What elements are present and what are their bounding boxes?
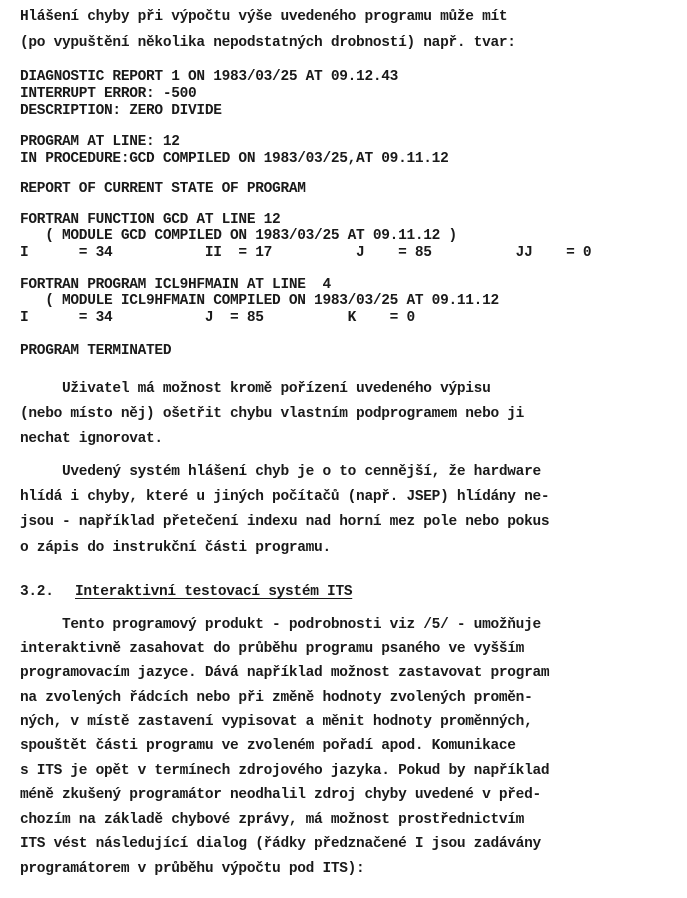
paragraph-line: ITS vést následující dialog (řádky předznačené I jsou zadávány (20, 836, 541, 852)
function-block-line: I = 34 II = 17 J = 85 JJ = 0 (20, 245, 592, 261)
paragraph-line: Uživatel má možnost kromě pořízení uvedeného výpisu (20, 381, 491, 397)
report-header-line: DESCRIPTION: ZERO DIVIDE (20, 103, 222, 119)
program-at-line: IN PROCEDURE:GCD COMPILED ON 1983/03/25,AT 09.11.12 (20, 151, 449, 167)
program-at-line: PROGRAM AT LINE: 12 (20, 134, 180, 150)
intro-line: (po vypuštění několika nepodstatných drobností) např. tvar: (20, 35, 516, 51)
program-block-line: ( MODULE ICL9HFMAIN COMPILED ON 1983/03/25 AT 09.11.12 (20, 293, 499, 309)
program-terminated: PROGRAM TERMINATED (20, 343, 172, 359)
intro-line: Hlášení chyby při výpočtu výše uvedeného programu může mít (20, 9, 508, 25)
report-state-title: REPORT OF CURRENT STATE OF PROGRAM (20, 181, 306, 197)
paragraph-line: o zápis do instrukční části programu. (20, 540, 331, 556)
program-block-line: FORTRAN PROGRAM ICL9HFMAIN AT LINE 4 (20, 277, 331, 293)
paragraph-line: spouštět části programu ve zvoleném pořadí apod. Komunikace (20, 738, 516, 754)
paragraph-line: na zvolených řádcích nebo při změně hodnoty zvolených proměn- (20, 690, 533, 706)
paragraph-line: interaktivně zasahovat do průběhu programu psaného ve vyšším (20, 641, 525, 657)
program-block-line: I = 34 J = 85 K = 0 (20, 310, 415, 326)
paragraph-line: programátorem v průběhu výpočtu pod ITS): (20, 861, 365, 877)
paragraph-line: hlídá i chyby, které u jiných počítačů (např. JSEP) hlídány ne- (20, 489, 550, 505)
report-header-line: INTERRUPT ERROR: -500 (20, 86, 197, 102)
paragraph-line: ných, v místě zastavení vypisovat a měnit hodnoty proměnných, (20, 714, 533, 730)
paragraph-line: chozím na základě chybové zprávy, má možnost prostřednictvím (20, 812, 525, 828)
paragraph-line: (nebo místo něj) ošetřit chybu vlastním podprogramem nebo ji (20, 406, 525, 422)
paragraph-line: programovacím jazyce. Dává například možnost zastavovat program (20, 665, 550, 681)
function-block-line: ( MODULE GCD COMPILED ON 1983/03/25 AT 09.11.12 ) (20, 228, 457, 244)
section-title: Interaktivní testovací systém ITS (75, 584, 353, 600)
paragraph-line: méně zkušený programátor neodhalil zdroj chyby uvedené v před- (20, 787, 541, 803)
function-block-line: FORTRAN FUNCTION GCD AT LINE 12 (20, 212, 281, 228)
paragraph-line: nechat ignorovat. (20, 431, 163, 447)
paragraph-line: s ITS je opět v termínech zdrojového jazyka. Pokud by například (20, 763, 550, 779)
paragraph-line: Uvedený systém hlášení chyb je o to cennější, že hardware (20, 464, 541, 480)
paragraph-line: jsou - například přetečení indexu nad horní mez pole nebo pokus (20, 514, 550, 530)
report-header-line: DIAGNOSTIC REPORT 1 ON 1983/03/25 AT 09.12.43 (20, 69, 399, 85)
paragraph-line: Tento programový produkt - podrobnosti viz /5/ - umožňuje (20, 617, 541, 633)
section-number: 3.2. (20, 584, 54, 600)
